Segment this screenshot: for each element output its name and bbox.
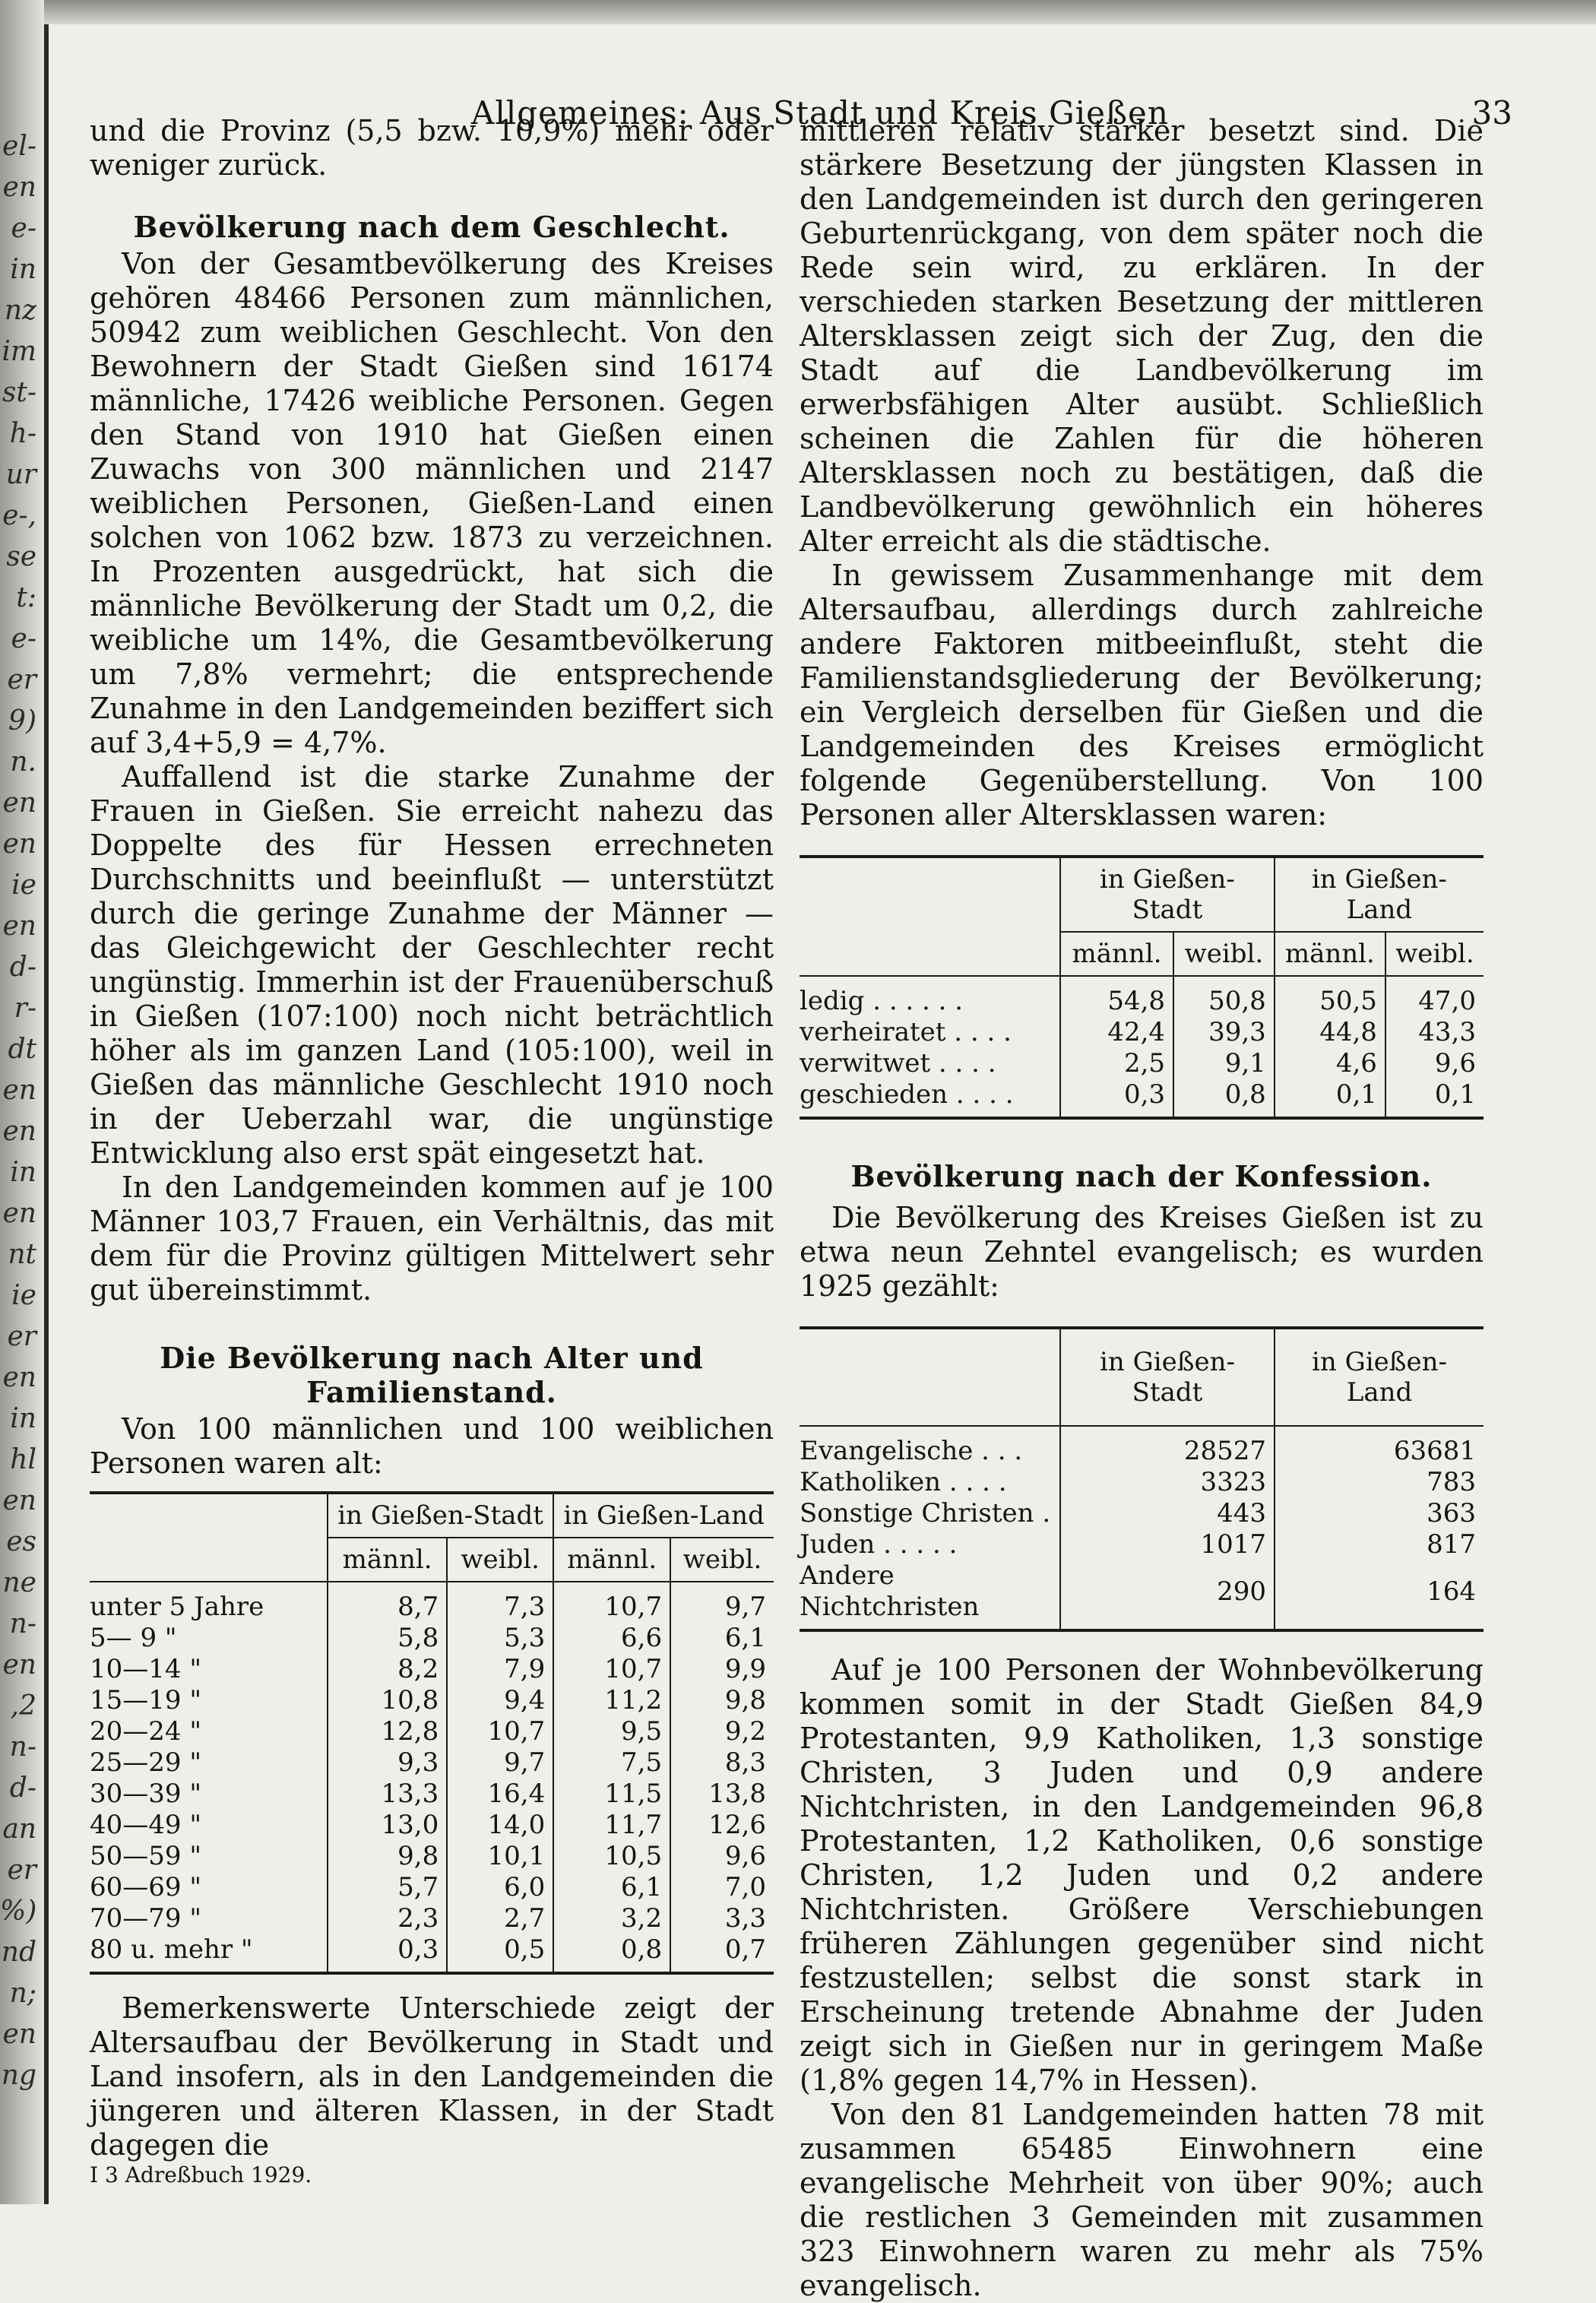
age-sub-w-land: weibl. <box>682 1544 762 1575</box>
religion-header-land: in Gießen-Land <box>1312 1347 1447 1408</box>
row-label: verwitwet . . . . <box>800 1048 1060 1079</box>
table-cell: 10,7 <box>553 1654 670 1685</box>
family-header-stadt: in Gießen-Stadt <box>1060 857 1275 932</box>
running-head: Allgemeines: Aus Stadt und Kreis Gießen <box>471 94 1169 131</box>
margin-fragment: ie <box>11 870 36 901</box>
religion-table <box>800 1326 1484 1632</box>
paragraph-geschlecht-2: Auffallend ist die starke Zunahme der Frauen in Gießen. Sie erreicht nahezu das Doppelte des für Hessen errechneten Durchschnitts und beeinflußt — unterstützt durch die geringe Zunahme der Männer — das Gleichgewicht der Geschlechter recht ungünstig. Immerhin ist der Frauenüberschuß in Gießen (107:100) noch nicht beträchtlich höher als im ganzen Land (105:100), weil in Gießen das männliche Geschlecht 1910 noch in der Ueberzahl war, die ungünstige Entwicklung also erst spät eingesetzt hat. <box>90 760 774 1170</box>
margin-fragment: en <box>2 2019 36 2050</box>
row-label: 40—49 " <box>90 1810 328 1841</box>
margin-fragment: ie <box>11 1280 36 1311</box>
table-row <box>90 1841 774 1872</box>
margin-fragment: n. <box>10 746 36 778</box>
table-cell: 42,4 <box>1060 1017 1173 1048</box>
table-cell: 6,1 <box>724 1623 766 1653</box>
table-cell: 28527 <box>1060 1426 1275 1467</box>
table-cell: 13,8 <box>708 1779 766 1809</box>
book-top-shadow <box>0 0 1596 24</box>
table-cell: 9,8 <box>328 1841 447 1872</box>
table-cell: 9,1 <box>1173 1048 1275 1079</box>
table-cell: 9,2 <box>724 1716 766 1747</box>
family-sub-w-land: weibl. <box>1395 939 1474 969</box>
margin-fragment: nd <box>1 1937 36 1968</box>
table-cell: 2,7 <box>447 1903 553 1934</box>
table-cell: 3,2 <box>553 1903 670 1934</box>
table-cell: 54,8 <box>1060 976 1173 1017</box>
margin-fragment: ,2 <box>10 1690 36 1722</box>
table-cell: 9,4 <box>447 1685 553 1716</box>
margin-fragment: en <box>2 1362 36 1393</box>
table-cell: 5,7 <box>328 1872 447 1903</box>
family-table <box>800 855 1484 1120</box>
table-row <box>90 1582 774 1623</box>
margin-fragment: er <box>7 1855 36 1886</box>
age-table <box>90 1491 774 1975</box>
table-cell: 44,8 <box>1275 1017 1385 1048</box>
row-label: Andere Nichtchristen <box>800 1560 1060 1630</box>
table-cell: 63681 <box>1393 1436 1476 1466</box>
table-cell: 0,8 <box>1173 1079 1275 1118</box>
heading-konfession: Bevölkerung nach der Konfession. <box>850 1159 1433 1193</box>
table-cell: 817 <box>1427 1529 1476 1560</box>
table-row <box>800 1560 1484 1630</box>
margin-fragment: n- <box>9 1608 36 1639</box>
table-row <box>90 1903 774 1934</box>
table-cell: 10,1 <box>447 1841 553 1872</box>
table-cell: 10,5 <box>553 1841 670 1872</box>
table-cell: 11,5 <box>553 1779 670 1810</box>
table-cell: 12,6 <box>708 1810 766 1840</box>
table-cell: 8,7 <box>328 1582 447 1623</box>
table-cell: 7,0 <box>724 1872 766 1902</box>
table-cell: 10,7 <box>447 1716 553 1747</box>
margin-fragment: in <box>10 1403 36 1434</box>
margin-fragment: er <box>7 664 36 695</box>
intro-paragraph: und die Provinz (5,5 bzw. 10,9%) mehr oder weniger zurück. <box>90 114 774 182</box>
table-cell: 5,8 <box>328 1623 447 1654</box>
margin-fragment: ng <box>1 2060 36 2091</box>
table-row <box>90 1934 774 1973</box>
row-label: verheiratet . . . . <box>800 1017 1060 1048</box>
margin-fragment: en <box>2 1649 36 1681</box>
table-cell: 443 <box>1060 1498 1275 1529</box>
table-cell: 2,3 <box>328 1903 447 1934</box>
table-row <box>800 1017 1484 1048</box>
row-label: 50—59 " <box>90 1841 328 1872</box>
table-cell: 3,3 <box>724 1903 766 1934</box>
margin-fragment: im <box>2 336 36 367</box>
margin-fragment: ur <box>5 459 36 490</box>
table-row <box>90 1872 774 1903</box>
table-cell: 11,2 <box>553 1685 670 1716</box>
margin-fragment: r- <box>14 993 36 1024</box>
margin-fragment: in <box>10 1157 36 1188</box>
table-row <box>800 1498 1484 1529</box>
family-sub-w-stadt: weibl. <box>1173 932 1275 976</box>
margin-fragment: e- <box>11 213 36 244</box>
margin-fragment: ne <box>2 1567 36 1598</box>
row-label: 20—24 " <box>90 1716 328 1747</box>
table-cell: 9,7 <box>724 1592 766 1622</box>
table-cell: 43,3 <box>1418 1017 1476 1047</box>
table-cell: 11,7 <box>553 1810 670 1841</box>
table-cell: 363 <box>1427 1498 1476 1528</box>
margin-fragment: 9) <box>8 705 36 737</box>
table-cell: 9,5 <box>553 1716 670 1747</box>
row-label: unter 5 Jahre <box>90 1582 328 1623</box>
table-cell: 8,3 <box>724 1747 766 1778</box>
table-cell: 9,3 <box>328 1747 447 1779</box>
row-label: Evangelische . . . <box>800 1426 1060 1467</box>
table-cell: 3323 <box>1060 1467 1275 1498</box>
margin-fragment: an <box>2 1814 36 1845</box>
table-cell: 9,9 <box>724 1654 766 1684</box>
table-cell: 0,7 <box>724 1934 766 1965</box>
age-sub-w-stadt: weibl. <box>447 1538 553 1582</box>
heading-geschlecht: Bevölkerung nach dem Geschlecht. <box>133 210 730 244</box>
margin-fragment: en <box>2 1075 36 1106</box>
margin-fragment: %) <box>0 1896 37 1927</box>
row-label: Sonstige Christen . <box>800 1498 1060 1529</box>
table-cell: 7,5 <box>553 1747 670 1779</box>
margin-fragment: er <box>7 1321 36 1352</box>
margin-fragment: en <box>2 787 36 819</box>
margin-fragment: hl <box>10 1444 36 1475</box>
table-row <box>800 1529 1484 1560</box>
table-row <box>90 1623 774 1654</box>
table-row <box>800 976 1484 1017</box>
age-sub-m-land: männl. <box>553 1538 670 1582</box>
table-cell: 13,0 <box>328 1810 447 1841</box>
page-number: 33 <box>1471 94 1512 131</box>
row-label: 60—69 " <box>90 1872 328 1903</box>
age-header-land: in Gießen-Land <box>553 1493 774 1538</box>
table-row <box>800 1048 1484 1079</box>
table-cell: 0,3 <box>1060 1079 1173 1118</box>
paragraph-geschlecht-3: In den Landgemeinden kommen auf je 100 Männer 103,7 Frauen, ein Verhältnis, das mit dem für die Provinz gültigen Mittelwert sehr gut übereinstimmt. <box>90 1171 774 1307</box>
table-cell: 16,4 <box>447 1779 553 1810</box>
table-cell: 50,5 <box>1275 976 1385 1017</box>
margin-fragment: e- <box>11 623 36 654</box>
table-row <box>90 1716 774 1747</box>
table-cell: 1017 <box>1060 1529 1275 1560</box>
margin-fragment: in <box>10 254 36 285</box>
row-label: 80 u. mehr " <box>90 1934 328 1973</box>
table-row <box>800 1467 1484 1498</box>
row-label: geschieden . . . . <box>800 1079 1060 1118</box>
left-column <box>90 114 774 2188</box>
table-cell: 290 <box>1060 1560 1275 1630</box>
table-cell: 10,8 <box>328 1685 447 1716</box>
table-cell: 783 <box>1427 1467 1476 1497</box>
margin-fragment: e-, <box>2 500 36 531</box>
table-cell: 10,7 <box>553 1582 670 1623</box>
paragraph-continuation: mittleren relativ stärker besetzt sind. Die stärkere Besetzung der jüngsten Klassen in den Landgemeinden ist durch den geringeren Geburtenrückgang, von dem später noch die Rede sein wird, zu erklären. In der verschieden starken Besetzung der mittleren Altersklassen zeigt sich der Zug, den die Stadt auf die Landbevölkerung im erwerbsfähigen Alter ausübt. Schließlich scheinen die Zahlen für die höheren Altersklassen noch zu bestätigen, daß die Landbevölkerung gewöhnlich ein höheres Alter erreicht als die städtische. <box>800 114 1484 558</box>
margin-fragment: en <box>2 172 36 203</box>
table-row <box>800 1426 1484 1467</box>
row-label: 70—79 " <box>90 1903 328 1934</box>
table-cell: 0,8 <box>553 1934 670 1973</box>
paragraph-alter-intro: Von 100 männlichen und 100 weiblichen Personen waren alt: <box>90 1412 774 1480</box>
family-header-land: in Gießen-Land <box>1275 857 1484 932</box>
table-cell: 14,0 <box>447 1810 553 1841</box>
table-cell: 8,2 <box>328 1654 447 1685</box>
margin-fragment: st- <box>2 377 36 408</box>
table-cell: 47,0 <box>1418 986 1476 1016</box>
row-label: 15—19 " <box>90 1685 328 1716</box>
table-cell: 6,0 <box>447 1872 553 1903</box>
table-row <box>90 1654 774 1685</box>
margin-fragment: en <box>2 1198 36 1229</box>
table-cell: 2,5 <box>1060 1048 1173 1079</box>
margin-fragment: d- <box>9 952 36 983</box>
paragraph-konfession-2: Von den 81 Landgemeinden hatten 78 mit zusammen 65485 Einwohnern eine evangelische Mehrheit von über 90%; auch die restlichen 3 Gemeinden mit zusammen 323 Einwohnern waren zu mehr als 75% evangelisch. <box>800 2098 1484 2302</box>
footnote: I 3 Adreßbuch 1929. <box>90 2162 312 2187</box>
paragraph-alter-after: Bemerkenswerte Unterschiede zeigt der Altersaufbau der Bevölkerung in Stadt und Land insofern, als in den Landgemeinden die jüngeren und älteren Klassen, in der Stadt dagegen die <box>90 1991 774 2162</box>
paragraph-familienstand: In gewissem Zusammenhange mit dem Altersaufbau, allerdings durch zahlreiche andere Faktoren mitbeeinflußt, steht die Familienstandsgliederung der Bevölkerung; ein Vergleich derselben für Gießen und die Landgemeinden des Kreises ermöglicht folgende Gegenüberstellung. Von 100 Personen aller Altersklassen waren: <box>800 559 1484 832</box>
row-label: Juden . . . . . <box>800 1529 1060 1560</box>
row-label: ledig . . . . . . <box>800 976 1060 1017</box>
table-cell: 7,3 <box>447 1582 553 1623</box>
table-cell: 12,8 <box>328 1716 447 1747</box>
table-row <box>90 1810 774 1841</box>
table-cell: 9,7 <box>447 1747 553 1779</box>
table-cell: 4,6 <box>1275 1048 1385 1079</box>
table-row <box>800 1079 1484 1118</box>
margin-fragment: n; <box>9 1978 36 2009</box>
table-cell: 0,5 <box>447 1934 553 1973</box>
religion-header-stadt: in Gießen-Stadt <box>1060 1328 1275 1426</box>
family-sub-m-stadt: männl. <box>1060 932 1173 976</box>
margin-fragment: se <box>6 541 36 572</box>
family-table-corner <box>800 857 1060 976</box>
margin-fragment: es <box>6 1526 36 1557</box>
right-column <box>800 114 1484 2303</box>
table-cell: 164 <box>1427 1576 1476 1607</box>
row-label: Katholiken . . . . <box>800 1467 1060 1498</box>
heading-alter: Die Bevölkerung nach Alter und Familienstand. <box>160 1341 704 1409</box>
margin-fragment: t: <box>16 582 36 613</box>
table-cell: 0,1 <box>1275 1079 1385 1118</box>
table-cell: 5,3 <box>447 1623 553 1654</box>
table-cell: 6,1 <box>553 1872 670 1903</box>
table-row <box>90 1779 774 1810</box>
table-cell: 13,3 <box>328 1779 447 1810</box>
row-label: 5— 9 " <box>90 1623 328 1654</box>
table-cell: 50,8 <box>1173 976 1275 1017</box>
row-label: 30—39 " <box>90 1779 328 1810</box>
table-cell: 0,3 <box>328 1934 447 1973</box>
paragraph-konfession-intro: Die Bevölkerung des Kreises Gießen ist zu etwa neun Zehntel evangelisch; es wurden 1925 gezählt: <box>800 1201 1484 1303</box>
row-label: 25—29 " <box>90 1747 328 1779</box>
paragraph-geschlecht-1: Von der Gesamtbevölkerung des Kreises gehören 48466 Personen zum männlichen, 50942 zum weiblichen Geschlecht. Von den Bewohnern der Stadt Gießen sind 16174 männliche, 17426 weibliche Personen. Gegen den Stand von 1910 hat Gießen einen Zuwachs von 300 männlichen und 2147 weiblichen Personen, Gießen-Land einen solchen von 1062 bzw. 1873 zu verzeichnen. In Prozenten ausgedrückt, hat sich die männliche Bevölkerung der Stadt um 0,2, die weibliche um 14%, die Gesamtbevölkerung um 7,8% vermehrt; die entsprechende Zunahme in den Landgemeinden beziffert sich auf 3,4+5,9 = 4,7%. <box>90 247 774 759</box>
margin-fragment: d- <box>9 1772 36 1804</box>
margin-fragment: el- <box>2 131 36 162</box>
table-cell: 39,3 <box>1173 1017 1275 1048</box>
religion-table-corner <box>800 1328 1060 1426</box>
margin-fragment: en <box>2 1485 36 1516</box>
margin-fragment: en <box>2 828 36 860</box>
table-cell: 0,1 <box>1434 1079 1476 1110</box>
paragraph-konfession-1: Auf je 100 Personen der Wohnbevölkerung kommen somit in der Stadt Gießen 84,9 Protestanten, 9,9 Katholiken, 1,3 sonstige Christen, 3 Juden und 0,9 andere Nichtchristen, in den Landgemeinden 96,8 Protestanten, 1,2 Katholiken, 0,6 sonstige Christen, 1,2 Juden und 0,2 andere Nichtchristen. Größere Verschiebungen früheren Zählungen gegenüber sind nicht festzustellen; selbst die sonst stark in Erscheinung tretende Abnahme der Juden zeigt sich in Gießen nur in geringem Maße (1,8% gegen 14,7% in Hessen). <box>800 1653 1484 2097</box>
table-cell: 7,9 <box>447 1654 553 1685</box>
family-sub-m-land: männl. <box>1275 932 1385 976</box>
table-row <box>90 1685 774 1716</box>
margin-fragment: h- <box>9 418 36 449</box>
margin-fragment: en <box>2 1116 36 1147</box>
table-row <box>90 1747 774 1779</box>
age-table-corner <box>90 1493 328 1582</box>
margin-fragment: nt <box>8 1239 36 1270</box>
table-cell: 9,6 <box>724 1841 766 1871</box>
margin-fragment: dt <box>8 1034 36 1065</box>
age-sub-m-stadt: männl. <box>328 1538 447 1582</box>
row-label: 10—14 " <box>90 1654 328 1685</box>
table-cell: 6,6 <box>553 1623 670 1654</box>
margin-fragment: nz <box>4 295 36 326</box>
book-gutter <box>44 24 49 2204</box>
margin-fragment: en <box>2 911 36 942</box>
table-cell: 9,8 <box>724 1685 766 1715</box>
margin-fragment: n- <box>9 1731 36 1763</box>
age-header-stadt: in Gießen-Stadt <box>328 1493 553 1538</box>
table-cell: 9,6 <box>1434 1048 1476 1079</box>
